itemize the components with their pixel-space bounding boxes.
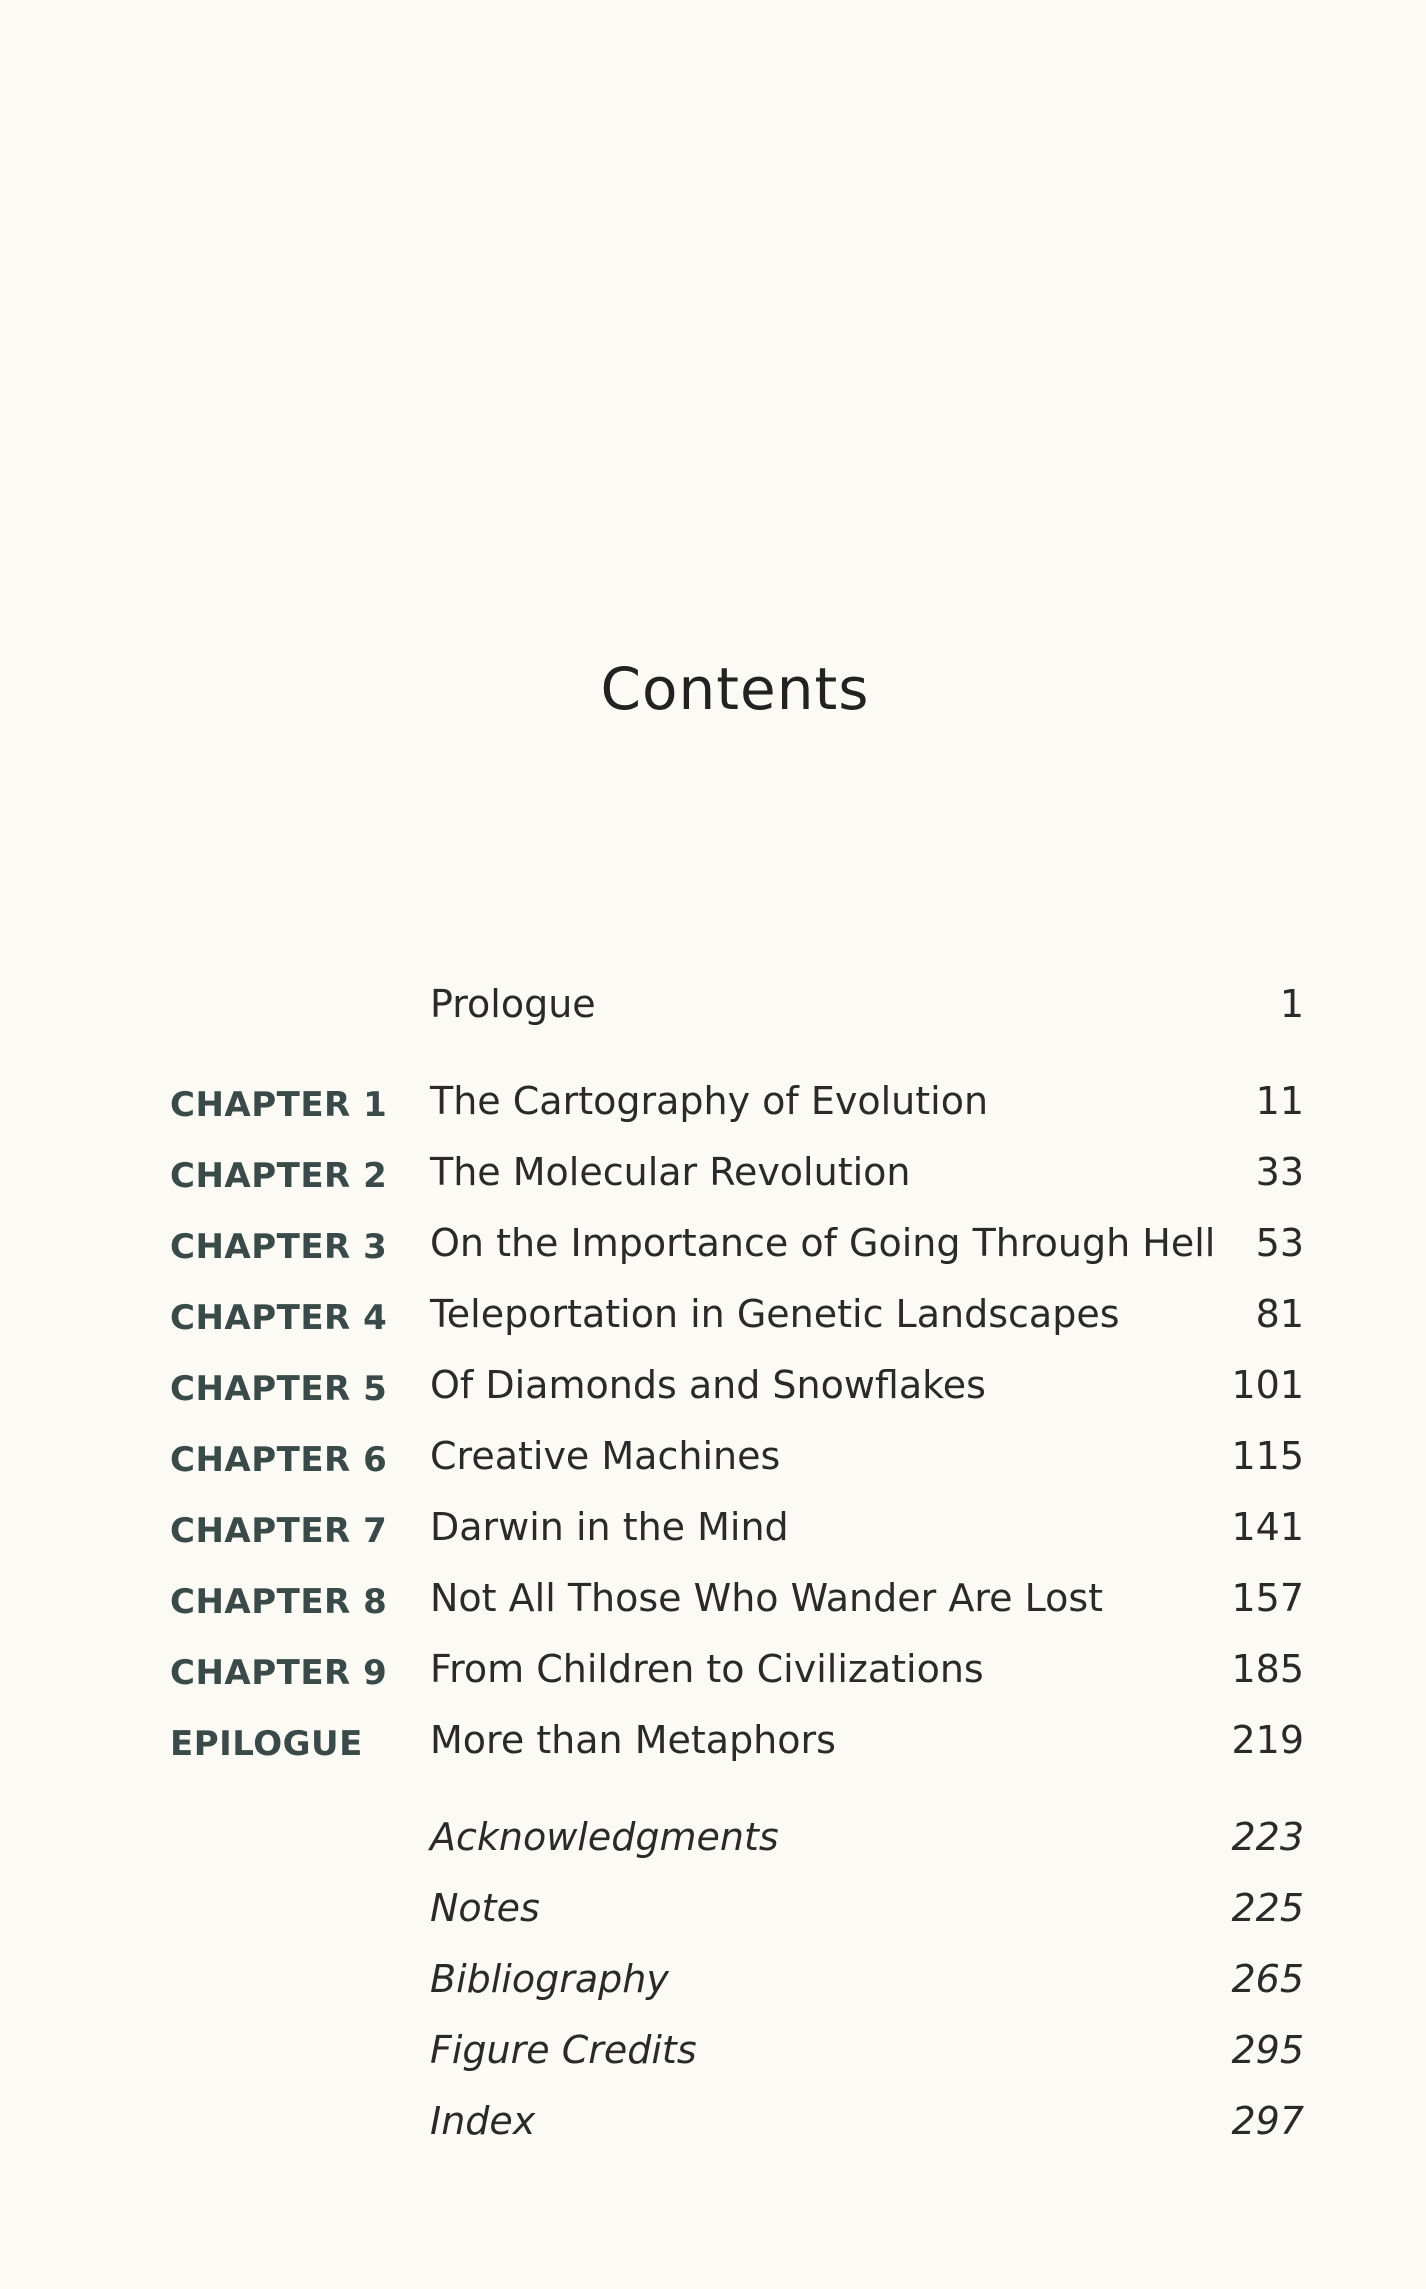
chapter-label: CHAPTER 7 xyxy=(170,1511,388,1551)
entry-title: Figure Credits xyxy=(430,2028,697,2072)
page-number: 265 xyxy=(1231,1957,1304,2001)
entry-title: Acknowledgments xyxy=(430,1815,779,1859)
page-number: 101 xyxy=(1231,1363,1304,1407)
toc-row-chapter-7 xyxy=(0,1497,1426,1557)
entry-title: Prologue xyxy=(430,982,596,1026)
entry-title: Teleportation in Genetic Landscapes xyxy=(430,1292,1120,1336)
entry-title: Darwin in the Mind xyxy=(430,1505,789,1549)
page-number: 223 xyxy=(1231,1815,1304,1859)
page-number: 141 xyxy=(1231,1505,1304,1549)
toc-row-index xyxy=(0,2091,1426,2151)
chapter-label: CHAPTER 3 xyxy=(170,1227,388,1267)
entry-title: Creative Machines xyxy=(430,1434,781,1478)
page-number: 81 xyxy=(1255,1292,1304,1336)
entry-title: The Molecular Revolution xyxy=(430,1150,911,1194)
entry-title: Index xyxy=(430,2099,536,2143)
toc-row-bibliography xyxy=(0,1949,1426,2009)
chapter-label: CHAPTER 2 xyxy=(170,1156,388,1196)
page-number: 11 xyxy=(1255,1079,1304,1123)
entry-title: Of Diamonds and Snowflakes xyxy=(430,1363,986,1407)
entry-title: The Cartography of Evolution xyxy=(430,1079,989,1123)
chapter-label: CHAPTER 9 xyxy=(170,1653,388,1693)
page-number: 115 xyxy=(1231,1434,1304,1478)
page-number: 33 xyxy=(1255,1150,1304,1194)
chapter-label: CHAPTER 6 xyxy=(170,1440,388,1480)
page-title: Contents xyxy=(600,655,870,723)
toc-row-chapter-9 xyxy=(0,1639,1426,1699)
toc-row-prologue xyxy=(0,974,1426,1034)
toc-row-chapter-4 xyxy=(0,1284,1426,1344)
chapter-label: CHAPTER 8 xyxy=(170,1582,388,1622)
entry-title: On the Importance of Going Through Hell xyxy=(430,1221,1216,1265)
toc-row-chapter-2 xyxy=(0,1142,1426,1202)
page-number: 297 xyxy=(1231,2099,1304,2143)
entry-title: From Children to Civilizations xyxy=(430,1647,984,1691)
page-number: 157 xyxy=(1231,1576,1304,1620)
toc-row-chapter-5 xyxy=(0,1355,1426,1415)
chapter-label: CHAPTER 1 xyxy=(170,1085,388,1125)
chapter-label: EPILOGUE xyxy=(170,1724,363,1764)
entry-title: Not All Those Who Wander Are Lost xyxy=(430,1576,1104,1620)
page-number: 225 xyxy=(1231,1886,1304,1930)
page-number: 1 xyxy=(1279,982,1304,1026)
toc-row-epilogue xyxy=(0,1710,1426,1770)
entry-title: More than Metaphors xyxy=(430,1718,836,1762)
page-number: 219 xyxy=(1231,1718,1304,1762)
page-number: 53 xyxy=(1255,1221,1304,1265)
toc-row-acknowledgments xyxy=(0,1807,1426,1867)
toc-row-chapter-6 xyxy=(0,1426,1426,1486)
toc-row-figure-credits xyxy=(0,2020,1426,2080)
chapter-label: CHAPTER 4 xyxy=(170,1298,388,1338)
page-number: 295 xyxy=(1231,2028,1304,2072)
page-number: 185 xyxy=(1231,1647,1304,1691)
toc-row-chapter-8 xyxy=(0,1568,1426,1628)
toc-row-chapter-3 xyxy=(0,1213,1426,1273)
entry-title: Bibliography xyxy=(430,1957,669,2001)
entry-title: Notes xyxy=(430,1886,540,1930)
toc-row-chapter-1 xyxy=(0,1071,1426,1131)
chapter-label: CHAPTER 5 xyxy=(170,1369,388,1409)
toc-row-notes xyxy=(0,1878,1426,1938)
